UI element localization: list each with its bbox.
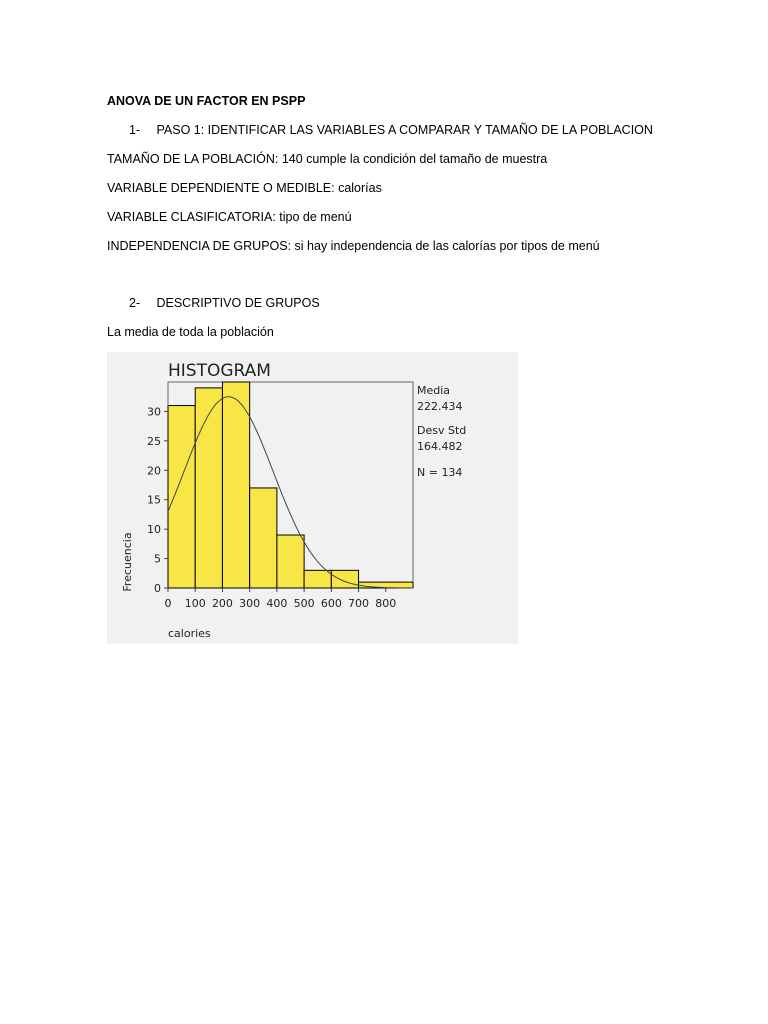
y-tick-label: 20 [147, 464, 161, 478]
step-1-heading [129, 123, 653, 137]
independencia-line [107, 239, 600, 253]
step-2-text: DESCRIPTIVO DE GRUPOS [156, 296, 320, 310]
dependiente-line [107, 181, 382, 195]
chart-title: HISTOGRAM [168, 361, 271, 381]
x-tick-label: 600 [320, 597, 342, 610]
histogram-bar [304, 570, 331, 588]
histogram-bar [250, 488, 277, 588]
independencia-label: INDEPENDENCIA DE GRUPOS: [107, 239, 292, 253]
histogram-bar [222, 382, 249, 588]
y-tick-label: 5 [154, 552, 161, 566]
poblacion-line [107, 152, 547, 166]
histogram-chart [107, 352, 518, 644]
y-tick-label: 0 [154, 582, 161, 595]
stat-sd-label: Desv Std [417, 424, 467, 437]
y-tick-label: 25 [147, 434, 161, 448]
x-tick-label: 400 [266, 597, 288, 610]
poblacion-label: TAMAÑO DE LA POBLACIÓN: [107, 152, 279, 166]
doc-title: ANOVA DE UN FACTOR EN PSPP [107, 94, 306, 108]
step-2-number: 2- [129, 296, 141, 310]
dependiente-value: calorías [334, 181, 382, 195]
stat-media-value: 222.434 [417, 400, 463, 413]
stat-media-label: Media [417, 384, 451, 397]
x-tick-label: 500 [293, 597, 315, 610]
x-tick-label: 800 [375, 597, 397, 610]
x-tick-label: 100 [184, 597, 206, 610]
x-tick-label: 300 [239, 597, 261, 610]
histogram-bar [277, 535, 304, 588]
y-tick-label: 30 [147, 405, 161, 419]
x-tick-label: 0 [164, 597, 172, 610]
media-line: La media de toda la población [107, 325, 274, 339]
poblacion-value: 140 cumple la condición del tamaño de muestra [278, 152, 548, 166]
step-2-heading [129, 296, 320, 310]
x-axis-label: calories [168, 627, 211, 640]
clasificatoria-value: tipo de menú [275, 210, 352, 224]
histogram-bar [195, 388, 222, 588]
independencia-value: si hay independencia de las calorías por tipos de menú [291, 239, 600, 253]
clasificatoria-label: VARIABLE CLASIFICATORIA: [107, 210, 276, 224]
y-tick-label: 15 [147, 493, 161, 507]
y-tick-label: 10 [147, 523, 161, 537]
dependiente-label: VARIABLE DEPENDIENTE O MEDIBLE: [107, 181, 335, 195]
histogram-bar [331, 570, 358, 588]
stat-n-value: N = 134 [417, 466, 463, 479]
step-1-number: 1- [129, 123, 141, 137]
clasificatoria-line [107, 210, 352, 224]
step-1-text: PASO 1: IDENTIFICAR LAS VARIABLES A COMPARAR Y TAMAÑO DE LA POBLACION [156, 123, 653, 137]
x-tick-label: 700 [348, 597, 370, 610]
x-tick-label: 200 [211, 597, 233, 610]
y-axis-label: Frecuencia [121, 532, 134, 592]
histogram-figure [107, 352, 518, 644]
histogram-bar [168, 406, 195, 588]
stat-sd-value: 164.482 [417, 440, 463, 453]
